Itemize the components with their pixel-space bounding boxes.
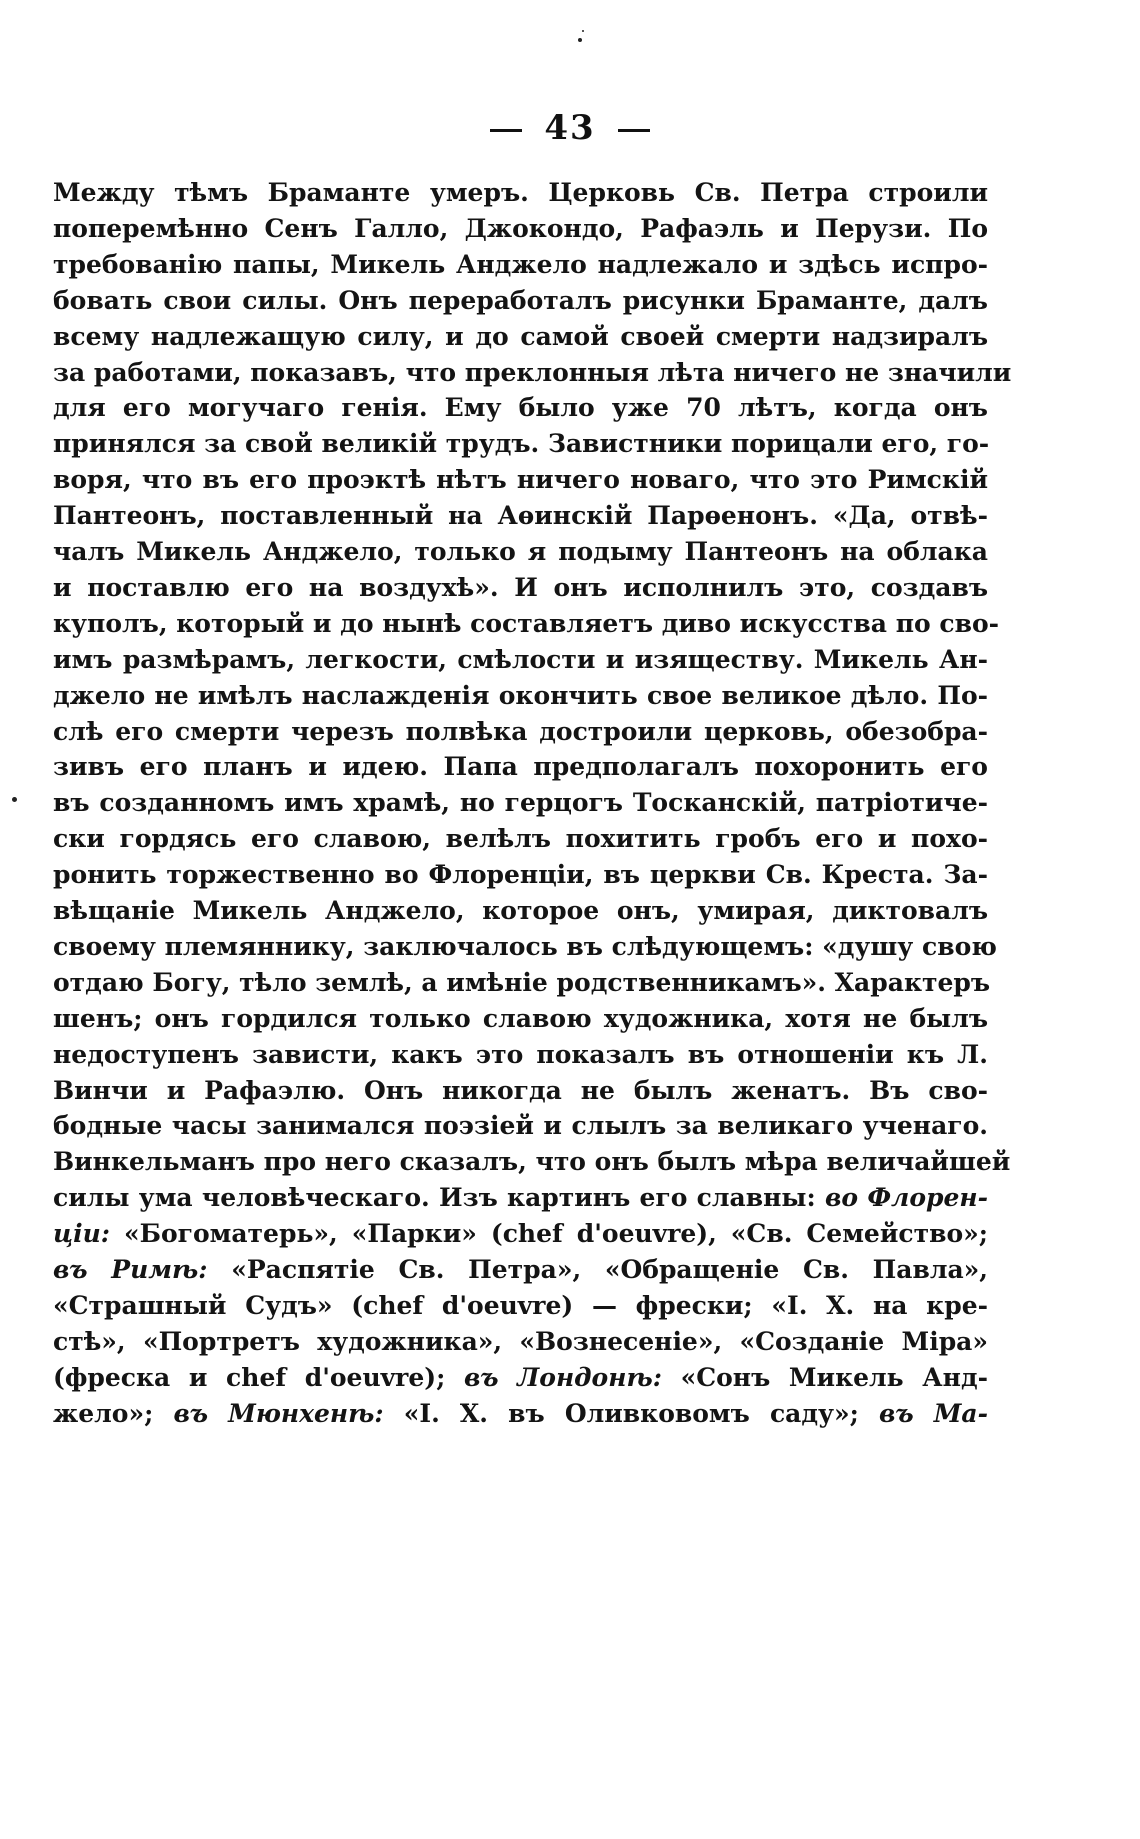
text-segment: бодные часы занимался поэзіей и слылъ за великаго ученаго. xyxy=(53,1111,988,1141)
page-number-text: 43 xyxy=(544,108,596,148)
text-segment: въ созданномъ имъ храмѣ, но герцогъ Тосканскій, патріотиче- xyxy=(53,788,988,818)
text-segment: для его могучаго генія. Ему было уже 70 лѣтъ, когда онъ xyxy=(53,393,988,423)
text-segment: отдаю Богу, тѣло землѣ, а имѣніе родственникамъ». Характеръ xyxy=(53,967,991,997)
ink-speck xyxy=(582,30,584,32)
text-segment: «Сонъ Микель Анд- xyxy=(661,1362,988,1392)
text-segment: «Страшный Судъ» (chef d'oeuvre) — фрески; «І. Х. на кре- xyxy=(53,1290,988,1320)
text-segment: чалъ Микель Анджело, только я подыму Пантеонъ на облака xyxy=(53,537,988,566)
text-segment: зивъ его планъ и идею. Папа предполагалъ похоронить его xyxy=(53,752,988,782)
text-line xyxy=(53,1393,988,1435)
text-segment: имъ размѣрамъ, легкости, смѣлости и изяществу. Микель Ан- xyxy=(53,644,988,674)
text-segment: и поставлю его на воздухѣ». И онъ исполнилъ это, создавъ xyxy=(53,572,988,602)
text-segment: ски гордясь его славою, велѣлъ похитить гробъ его и похо- xyxy=(53,824,988,854)
text-segment: за работами, показавъ, что преклонныя лѣта ничего не значили xyxy=(53,357,1012,387)
text-segment: поперемѣнно Сенъ Галло, Джокондо, Рафаэль и Перузи. По xyxy=(53,213,988,243)
text-segment: (фреска и chef d'oeuvre); xyxy=(53,1362,464,1392)
text-segment: всему надлежащую силу, и до самой своей смерти надзиралъ xyxy=(53,321,988,351)
italic-segment: въ Лондонѣ: xyxy=(463,1362,662,1392)
text-segment: куполъ, который и до нынѣ составляетъ диво искусства по сво- xyxy=(53,608,1000,638)
text-segment: Пантеонъ, поставленный на Аѳинскій Парѳенонъ. «Да, отвѣ- xyxy=(53,501,988,531)
text-segment: «Распятіе Св. Петра», «Обращеніе Св. Павла», xyxy=(207,1255,989,1284)
dash-left xyxy=(490,129,522,132)
text-segment: вѣщаніе Микель Анджело, которое онъ, умирая, диктовалъ xyxy=(53,896,988,925)
text-segment: шенъ; онъ гордился только славою художника, хотя не былъ xyxy=(53,1003,988,1033)
ink-speck xyxy=(12,797,17,802)
text-segment: «Богоматерь», «Парки» (chef d'oeuvre), «Св. Семейство»; xyxy=(109,1219,988,1249)
italic-segment: въ Римѣ: xyxy=(53,1255,208,1284)
text-segment: жело»; xyxy=(53,1398,174,1428)
text-segment: Между тѣмъ Браманте умеръ. Церковь Св. Петра строили xyxy=(53,178,988,207)
text-segment: Винчи и Рафаэлю. Онъ никогда не былъ женатъ. Въ сво- xyxy=(53,1075,988,1105)
ink-speck xyxy=(578,38,582,42)
page-number xyxy=(0,108,1140,148)
text-segment: недоступенъ зависти, какъ это показалъ въ отношеніи къ Л. xyxy=(53,1039,988,1069)
text-segment: ронить торжественно во Флоренціи, въ церкви Св. Креста. За- xyxy=(53,860,988,890)
text-segment: силы ума человѣческаго. Изъ картинъ его славны: xyxy=(53,1183,825,1213)
text-segment: воря, что въ его проэктѣ нѣтъ ничего новаго, что это Римскій xyxy=(53,465,988,495)
text-segment: джело не имѣлъ наслажденія окончить свое великое дѣло. По- xyxy=(53,680,988,710)
text-segment: «І. Х. въ Оливковомъ саду»; xyxy=(383,1398,880,1428)
text-segment: своему племяннику, заключалось въ слѣдующемъ: «душу свою xyxy=(53,931,997,961)
text-segment: Винкельманъ про него сказалъ, что онъ былъ мѣра величайшей xyxy=(53,1147,1011,1177)
italic-segment: ціи: xyxy=(53,1219,110,1249)
italic-segment: въ Ма- xyxy=(879,1398,989,1428)
text-segment: слѣ его смерти черезъ полвѣка достроили церковь, обезобра- xyxy=(53,716,988,746)
italic-segment: въ Мюнхенѣ: xyxy=(173,1398,384,1428)
text-segment: бовать свои силы. Онъ переработалъ рисунки Браманте, далъ xyxy=(53,285,988,315)
text-segment: принялся за свой великій трудъ. Завистники порицали его, го- xyxy=(53,429,990,459)
italic-segment: во Флорен- xyxy=(824,1183,989,1213)
text-segment: требованію папы, Микель Анджело надлежало и здѣсь испро- xyxy=(53,249,988,279)
dash-right xyxy=(618,129,650,132)
text-segment: стѣ», «Портретъ художника», «Вознесеніе», «Созданіе Міра» xyxy=(53,1326,988,1356)
